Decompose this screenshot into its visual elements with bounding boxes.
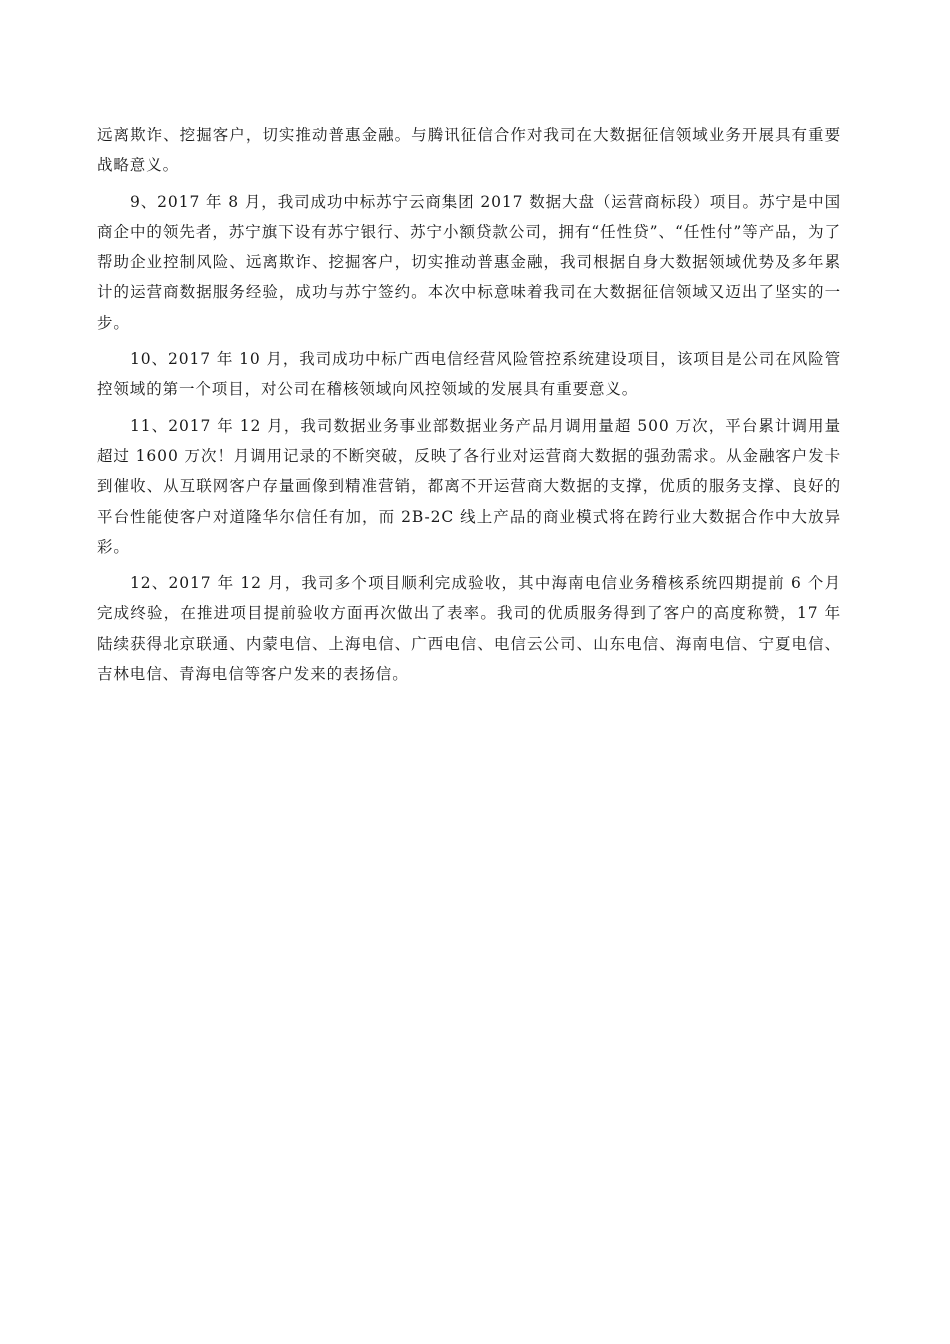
- paragraph-item-10: 10、2017 年 10 月，我司成功中标广西电信经营风险管控系统建设项目，该项目是公司在风险管控领域的第一个项目，对公司在稽核领域向风控领域的发展具有重要意义。: [97, 350, 841, 399]
- document-body: [97, 120, 841, 695]
- paragraph-item-9: 9、2017 年 8 月，我司成功中标苏宁云商集团 2017 数据大盘（运营商标段）项目。苏宁是中国商企中的领先者，苏宁旗下设有苏宁银行、苏宁小额贷款公司，拥有“任性贷”、“任性付”等产品，为了帮助企业控制风险、远离欺诈、挖掘客户，切实推动普惠金融，我司根据自身大数据领域优势及多年累计的运营商数据服务经验，成功与苏宁签约。本次中标意味着我司在大数据征信领域又迈出了坚实的一步。: [97, 192, 841, 332]
- paragraph-item-11: 11、2017 年 12 月，我司数据业务事业部数据业务产品月调用量超 500 万次，平台累计调用量超过 1600 万次！月调用记录的不断突破，反映了各行业对运营商大数据的强劲需求。从金融客户发卡到催收、从互联网客户存量画像到精准营销，都离不开运营商大数据的支撑，优质的服务支撑、良好的平台性能使客户对道隆华尔信任有加，而 2B-2C 线上产品的商业模式将在跨行业大数据合作中大放异彩。: [97, 416, 841, 556]
- paragraph-continuation: 远离欺诈、挖掘客户，切实推动普惠金融。与腾讯征信合作对我司在大数据征信领域业务开展具有重要战略意义。: [97, 126, 841, 175]
- paragraph-item-12: 12、2017 年 12 月，我司多个项目顺利完成验收，其中海南电信业务稽核系统四期提前 6 个月完成终验，在推进项目提前验收方面再次做出了表率。我司的优质服务得到了客户的高度称赞，17 年陆续获得北京联通、内蒙电信、上海电信、广西电信、电信云公司、山东电信、海南电信、宁夏电信、吉林电信、青海电信等客户发来的表扬信。: [97, 574, 841, 684]
